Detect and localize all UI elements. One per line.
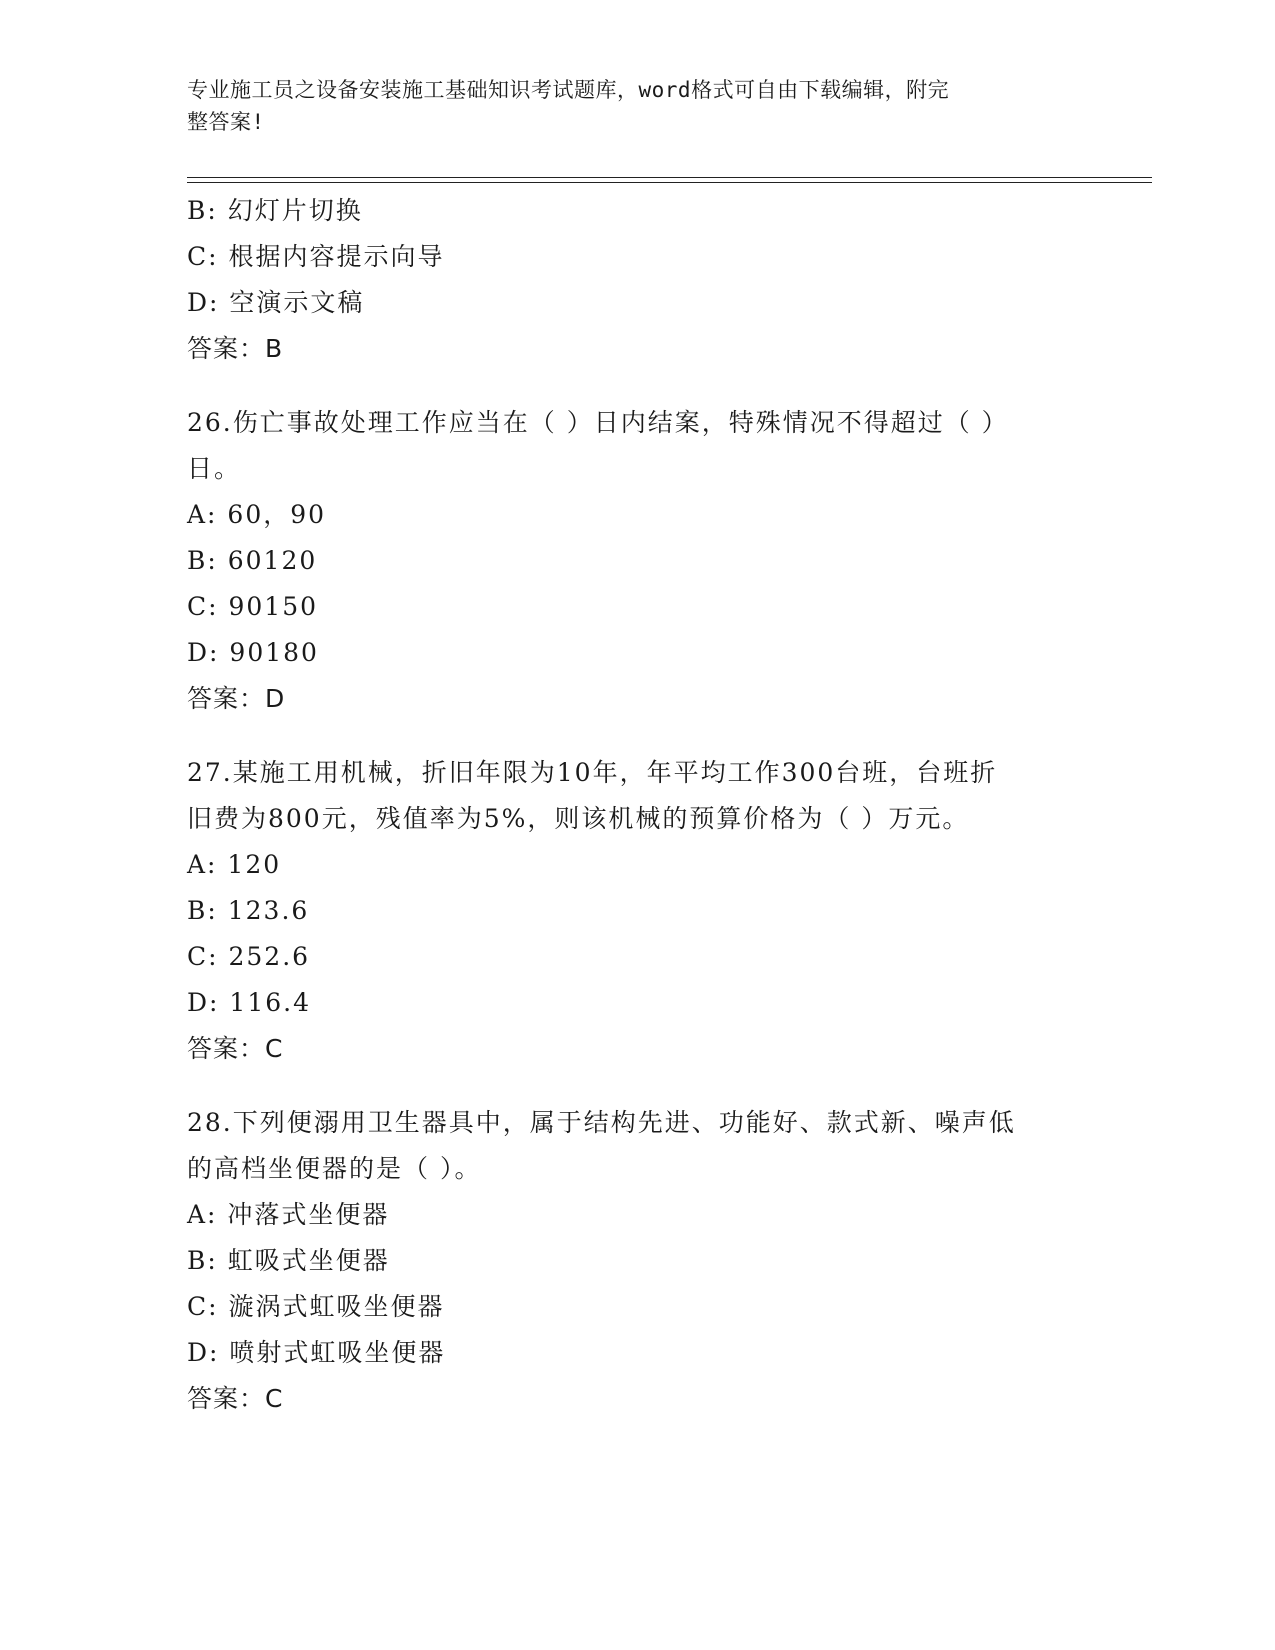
question-text-line: 27.某施工用机械，折旧年限为10年，年平均工作300台班，台班折 [187, 758, 998, 787]
question-text-line: 28.下列便溺用卫生器具中，属于结构先进、功能好、款式新、噪声低 [187, 1108, 1016, 1137]
document-header [187, 74, 1067, 138]
header-line-2: 整答案! [187, 110, 265, 134]
question-28 [187, 1100, 1087, 1422]
question-text-line: 的高档坐便器的是（ ）。 [187, 1154, 482, 1183]
option-c: C: 90150 [187, 592, 319, 621]
option-c: C: 根据内容提示向导 [187, 242, 445, 271]
option-d: D: 116.4 [187, 988, 311, 1017]
answer-label: 答案：B [187, 334, 284, 363]
option-b: B: 60120 [187, 546, 318, 575]
header-divider-top [187, 177, 1152, 178]
option-d: D: 喷射式虹吸坐便器 [187, 1338, 446, 1367]
option-b: B: 虹吸式坐便器 [187, 1246, 390, 1275]
question-text-line: 日。 [187, 454, 242, 483]
header-line-1: 专业施工员之设备安装施工基础知识考试题库，word格式可自由下载编辑，附完 [187, 78, 950, 102]
option-b: B: 123.6 [187, 896, 310, 925]
option-a: A: 120 [187, 850, 282, 879]
question-26 [187, 400, 1087, 722]
option-d: D: 空演示文稿 [187, 288, 365, 317]
answer-label: 答案：C [187, 1034, 284, 1063]
question-27 [187, 750, 1087, 1072]
question-text-line: 旧费为800元，残值率为5%，则该机械的预算价格为（ ）万元。 [187, 804, 970, 833]
document-content [187, 188, 1087, 1422]
header-divider-bottom [187, 182, 1152, 183]
option-d: D: 90180 [187, 638, 319, 667]
option-a: A: 冲落式坐便器 [187, 1200, 390, 1229]
question-text-line: 26.伤亡事故处理工作应当在（ ）日内结案，特殊情况不得超过（ ） [187, 408, 1009, 437]
option-b: B: 幻灯片切换 [187, 196, 363, 225]
option-c: C: 漩涡式虹吸坐便器 [187, 1292, 445, 1321]
answer-label: 答案：D [187, 684, 286, 713]
option-a: A: 60，90 [187, 500, 327, 529]
previous-question-block [187, 188, 1087, 372]
answer-label: 答案：C [187, 1384, 284, 1413]
option-c: C: 252.6 [187, 942, 311, 971]
